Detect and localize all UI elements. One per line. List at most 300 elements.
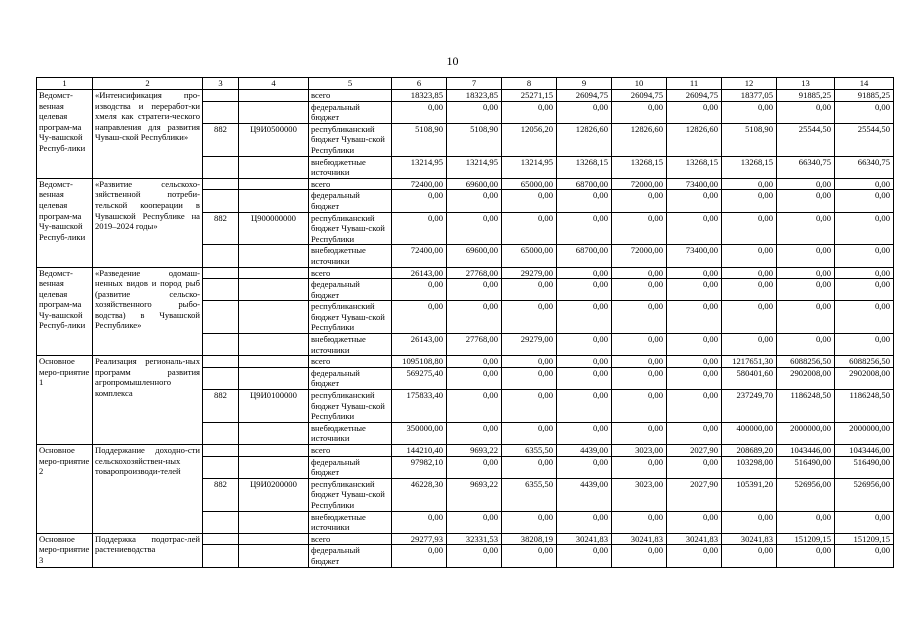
amount-cell: 3023,00 xyxy=(612,478,667,511)
grbs-code-cell xyxy=(203,90,239,102)
amount-cell: 0,00 xyxy=(835,101,894,123)
amount-cell: 0,00 xyxy=(502,456,557,478)
funding-source-cell: федеральный бюджет xyxy=(309,190,392,212)
grbs-code-cell xyxy=(203,456,239,478)
amount-cell: 151209,15 xyxy=(777,533,835,545)
amount-cell: 175833,40 xyxy=(392,390,447,423)
amount-cell: 1186248,50 xyxy=(835,390,894,423)
amount-cell: 0,00 xyxy=(777,301,835,334)
amount-cell: 1043446,00 xyxy=(777,445,835,457)
amount-cell: 0,00 xyxy=(502,545,557,567)
target-code-cell xyxy=(239,156,309,178)
amount-cell: 2902008,00 xyxy=(835,367,894,389)
amount-cell: 0,00 xyxy=(777,178,835,190)
column-number-header: 1 xyxy=(37,78,93,90)
amount-cell: 6355,50 xyxy=(502,478,557,511)
amount-cell: 0,00 xyxy=(667,101,722,123)
grbs-code-cell xyxy=(203,422,239,444)
amount-cell: 0,00 xyxy=(557,456,612,478)
amount-cell: 46228,30 xyxy=(392,478,447,511)
program-name-cell: Реализация региональ-ных программ развития агропромышленного комплекса xyxy=(93,356,203,445)
amount-cell: 30241,83 xyxy=(557,533,612,545)
amount-cell: 0,00 xyxy=(777,334,835,356)
amount-cell: 0,00 xyxy=(667,422,722,444)
amount-cell: 0,00 xyxy=(502,101,557,123)
amount-cell: 12056,20 xyxy=(502,123,557,156)
amount-cell: 0,00 xyxy=(722,267,777,279)
funding-source-cell: всего xyxy=(309,90,392,102)
amount-cell: 18323,85 xyxy=(392,90,447,102)
grbs-code-cell xyxy=(203,156,239,178)
amount-cell: 0,00 xyxy=(557,511,612,533)
amount-cell: 1043446,00 xyxy=(835,445,894,457)
amount-cell: 13268,15 xyxy=(612,156,667,178)
grbs-code-cell: 882 xyxy=(203,478,239,511)
program-type-cell: Ведомст-венная целевая програм-ма Чу-вашской Респуб-лики xyxy=(37,178,93,267)
amount-cell: 0,00 xyxy=(447,190,502,212)
amount-cell: 516490,00 xyxy=(777,456,835,478)
table-row xyxy=(37,267,894,279)
column-number-header: 4 xyxy=(239,78,309,90)
amount-cell: 0,00 xyxy=(667,301,722,334)
target-code-cell xyxy=(239,279,309,301)
amount-cell: 0,00 xyxy=(502,422,557,444)
funding-source-cell: всего xyxy=(309,445,392,457)
amount-cell: 0,00 xyxy=(777,267,835,279)
amount-cell: 0,00 xyxy=(777,212,835,245)
target-code-cell xyxy=(239,190,309,212)
amount-cell: 5108,90 xyxy=(392,123,447,156)
amount-cell: 25271,15 xyxy=(502,90,557,102)
amount-cell: 0,00 xyxy=(835,178,894,190)
funding-source-cell: республиканский бюджет Чуваш-ской Республики xyxy=(309,123,392,156)
column-number-header: 10 xyxy=(612,78,667,90)
amount-cell: 400000,00 xyxy=(722,422,777,444)
table-row xyxy=(37,178,894,190)
amount-cell: 0,00 xyxy=(557,190,612,212)
amount-cell: 0,00 xyxy=(502,301,557,334)
page-number: 10 xyxy=(446,54,459,68)
target-code-cell: Ц900000000 xyxy=(239,212,309,245)
amount-cell: 32331,53 xyxy=(447,533,502,545)
funding-source-cell: республиканский бюджет Чуваш-ской Республики xyxy=(309,478,392,511)
amount-cell: 91885,25 xyxy=(777,90,835,102)
amount-cell: 38208,19 xyxy=(502,533,557,545)
amount-cell: 0,00 xyxy=(447,511,502,533)
amount-cell: 6355,50 xyxy=(502,445,557,457)
funding-source-cell: республиканский бюджет Чуваш-ской Республики xyxy=(309,212,392,245)
amount-cell: 580401,60 xyxy=(722,367,777,389)
amount-cell: 0,00 xyxy=(392,212,447,245)
table-row xyxy=(37,445,894,457)
amount-cell: 73400,00 xyxy=(667,245,722,267)
amount-cell: 18323,85 xyxy=(447,90,502,102)
amount-cell: 0,00 xyxy=(722,178,777,190)
amount-cell: 1217651,30 xyxy=(722,356,777,368)
amount-cell: 27768,00 xyxy=(447,334,502,356)
column-number-header: 5 xyxy=(309,78,392,90)
amount-cell: 30241,83 xyxy=(722,533,777,545)
amount-cell: 0,00 xyxy=(612,212,667,245)
amount-cell: 2000000,00 xyxy=(777,422,835,444)
program-name-cell: Поддержка подотрас-лей растениеводства xyxy=(93,533,203,567)
amount-cell: 0,00 xyxy=(392,301,447,334)
funding-source-cell: всего xyxy=(309,533,392,545)
grbs-code-cell xyxy=(203,545,239,567)
amount-cell: 526956,00 xyxy=(835,478,894,511)
amount-cell: 2902008,00 xyxy=(777,367,835,389)
amount-cell: 91885,25 xyxy=(835,90,894,102)
amount-cell: 6088256,50 xyxy=(777,356,835,368)
amount-cell: 0,00 xyxy=(667,511,722,533)
amount-cell: 72400,00 xyxy=(392,178,447,190)
amount-cell: 66340,75 xyxy=(777,156,835,178)
amount-cell: 0,00 xyxy=(722,279,777,301)
amount-cell: 0,00 xyxy=(392,545,447,567)
amount-cell: 5108,90 xyxy=(447,123,502,156)
column-number-header: 6 xyxy=(392,78,447,90)
amount-cell: 72400,00 xyxy=(392,245,447,267)
grbs-code-cell xyxy=(203,178,239,190)
amount-cell: 13214,95 xyxy=(392,156,447,178)
funding-source-cell: федеральный бюджет xyxy=(309,279,392,301)
amount-cell: 26143,00 xyxy=(392,334,447,356)
funding-source-cell: всего xyxy=(309,356,392,368)
amount-cell: 0,00 xyxy=(722,545,777,567)
amount-cell: 0,00 xyxy=(612,190,667,212)
target-code-cell xyxy=(239,445,309,457)
amount-cell: 68700,00 xyxy=(557,178,612,190)
program-name-cell: «Интенсификация про-изводства и переработ-ки хмеля как стратеги-ческого направления для развития Чуваш-ской Республики» xyxy=(93,90,203,179)
funding-source-cell: внебюджетные источники xyxy=(309,245,392,267)
column-number-header: 2 xyxy=(93,78,203,90)
amount-cell: 0,00 xyxy=(835,545,894,567)
amount-cell: 0,00 xyxy=(667,334,722,356)
target-code-cell xyxy=(239,511,309,533)
funding-source-cell: федеральный бюджет xyxy=(309,456,392,478)
amount-cell: 65000,00 xyxy=(502,245,557,267)
amount-cell: 0,00 xyxy=(722,301,777,334)
grbs-code-cell xyxy=(203,279,239,301)
target-code-cell xyxy=(239,367,309,389)
amount-cell: 2027,90 xyxy=(667,445,722,457)
program-type-cell: Основное меро-приятие 2 xyxy=(37,445,93,534)
amount-cell: 0,00 xyxy=(667,367,722,389)
amount-cell: 0,00 xyxy=(777,279,835,301)
amount-cell: 0,00 xyxy=(667,356,722,368)
amount-cell: 569275,40 xyxy=(392,367,447,389)
amount-cell: 13268,15 xyxy=(722,156,777,178)
program-type-cell: Основное меро-приятие 3 xyxy=(37,533,93,567)
column-number-header: 11 xyxy=(667,78,722,90)
funding-source-cell: внебюджетные источники xyxy=(309,422,392,444)
grbs-code-cell xyxy=(203,511,239,533)
amount-cell: 0,00 xyxy=(835,245,894,267)
amount-cell: 0,00 xyxy=(502,367,557,389)
table-row xyxy=(37,533,894,545)
amount-cell: 0,00 xyxy=(667,456,722,478)
program-name-cell: «Разведение одомаш-ненных видов и пород рыб (развитие сельско-хозяйственного рыбо-водства) в Чувашской Республике» xyxy=(93,267,203,356)
amount-cell: 2000000,00 xyxy=(835,422,894,444)
amount-cell: 208689,20 xyxy=(722,445,777,457)
amount-cell: 0,00 xyxy=(557,422,612,444)
amount-cell: 0,00 xyxy=(667,390,722,423)
amount-cell: 0,00 xyxy=(502,279,557,301)
column-number-header: 7 xyxy=(447,78,502,90)
amount-cell: 0,00 xyxy=(557,356,612,368)
column-number-header: 8 xyxy=(502,78,557,90)
funding-source-cell: всего xyxy=(309,267,392,279)
amount-cell: 65000,00 xyxy=(502,178,557,190)
column-number-header: 3 xyxy=(203,78,239,90)
amount-cell: 0,00 xyxy=(612,511,667,533)
amount-cell: 0,00 xyxy=(502,390,557,423)
amount-cell: 0,00 xyxy=(447,456,502,478)
funding-source-cell: федеральный бюджет xyxy=(309,367,392,389)
grbs-code-cell xyxy=(203,356,239,368)
amount-cell: 0,00 xyxy=(777,511,835,533)
amount-cell: 29277,93 xyxy=(392,533,447,545)
amount-cell: 12826,60 xyxy=(557,123,612,156)
amount-cell: 0,00 xyxy=(557,545,612,567)
budget-table xyxy=(36,77,894,568)
amount-cell: 29279,00 xyxy=(502,334,557,356)
program-type-cell: Ведомст-венная целевая програм-ма Чу-вашской Респуб-лики xyxy=(37,90,93,179)
grbs-code-cell: 882 xyxy=(203,390,239,423)
amount-cell: 103298,00 xyxy=(722,456,777,478)
amount-cell: 13214,95 xyxy=(502,156,557,178)
amount-cell: 25544,50 xyxy=(835,123,894,156)
funding-source-cell: внебюджетные источники xyxy=(309,156,392,178)
amount-cell: 0,00 xyxy=(612,456,667,478)
target-code-cell xyxy=(239,101,309,123)
target-code-cell xyxy=(239,245,309,267)
amount-cell: 0,00 xyxy=(777,190,835,212)
table-body xyxy=(37,78,894,568)
amount-cell: 0,00 xyxy=(557,367,612,389)
amount-cell: 0,00 xyxy=(835,301,894,334)
grbs-code-cell xyxy=(203,190,239,212)
amount-cell: 0,00 xyxy=(447,301,502,334)
column-number-header: 13 xyxy=(777,78,835,90)
target-code-cell xyxy=(239,334,309,356)
amount-cell: 0,00 xyxy=(777,545,835,567)
amount-cell: 26094,75 xyxy=(667,90,722,102)
target-code-cell xyxy=(239,545,309,567)
amount-cell: 0,00 xyxy=(447,356,502,368)
amount-cell: 0,00 xyxy=(557,267,612,279)
amount-cell: 350000,00 xyxy=(392,422,447,444)
amount-cell: 3023,00 xyxy=(612,445,667,457)
amount-cell: 6088256,50 xyxy=(835,356,894,368)
amount-cell: 0,00 xyxy=(667,212,722,245)
column-number-header: 12 xyxy=(722,78,777,90)
amount-cell: 5108,90 xyxy=(722,123,777,156)
amount-cell: 0,00 xyxy=(835,511,894,533)
amount-cell: 72000,00 xyxy=(612,178,667,190)
amount-cell: 0,00 xyxy=(612,356,667,368)
amount-cell: 0,00 xyxy=(447,390,502,423)
grbs-code-cell xyxy=(203,267,239,279)
amount-cell: 0,00 xyxy=(667,545,722,567)
target-code-cell: Ц9И0500000 xyxy=(239,123,309,156)
amount-cell: 0,00 xyxy=(722,212,777,245)
amount-cell: 0,00 xyxy=(722,334,777,356)
target-code-cell xyxy=(239,90,309,102)
amount-cell: 12826,60 xyxy=(612,123,667,156)
program-type-cell: Основное меро-приятие 1 xyxy=(37,356,93,445)
amount-cell: 0,00 xyxy=(667,190,722,212)
amount-cell: 0,00 xyxy=(667,267,722,279)
funding-source-cell: всего xyxy=(309,178,392,190)
target-code-cell xyxy=(239,456,309,478)
amount-cell: 0,00 xyxy=(835,212,894,245)
amount-cell: 69600,00 xyxy=(447,245,502,267)
amount-cell: 72000,00 xyxy=(612,245,667,267)
funding-source-cell: внебюджетные источники xyxy=(309,334,392,356)
amount-cell: 0,00 xyxy=(612,422,667,444)
amount-cell: 144210,40 xyxy=(392,445,447,457)
amount-cell: 0,00 xyxy=(502,356,557,368)
amount-cell: 9693,22 xyxy=(447,445,502,457)
target-code-cell xyxy=(239,533,309,545)
funding-source-cell: федеральный бюджет xyxy=(309,101,392,123)
grbs-code-cell: 882 xyxy=(203,212,239,245)
funding-source-cell: внебюджетные источники xyxy=(309,511,392,533)
amount-cell: 4439,00 xyxy=(557,478,612,511)
table-row xyxy=(37,356,894,368)
amount-cell: 13214,95 xyxy=(447,156,502,178)
amount-cell: 105391,20 xyxy=(722,478,777,511)
amount-cell: 0,00 xyxy=(835,267,894,279)
amount-cell: 0,00 xyxy=(557,279,612,301)
amount-cell: 237249,70 xyxy=(722,390,777,423)
amount-cell: 151209,15 xyxy=(835,533,894,545)
amount-cell: 73400,00 xyxy=(667,178,722,190)
amount-cell: 0,00 xyxy=(447,279,502,301)
grbs-code-cell xyxy=(203,334,239,356)
amount-cell: 2027,90 xyxy=(667,478,722,511)
amount-cell: 97982,10 xyxy=(392,456,447,478)
amount-cell: 0,00 xyxy=(722,190,777,212)
amount-cell: 0,00 xyxy=(557,301,612,334)
amount-cell: 0,00 xyxy=(447,367,502,389)
column-number-header: 9 xyxy=(557,78,612,90)
amount-cell: 30241,83 xyxy=(667,533,722,545)
amount-cell: 26143,00 xyxy=(392,267,447,279)
amount-cell: 0,00 xyxy=(447,545,502,567)
amount-cell: 0,00 xyxy=(392,190,447,212)
amount-cell: 0,00 xyxy=(392,279,447,301)
amount-cell: 26094,75 xyxy=(612,90,667,102)
amount-cell: 68700,00 xyxy=(557,245,612,267)
grbs-code-cell xyxy=(203,367,239,389)
funding-source-cell: федеральный бюджет xyxy=(309,545,392,567)
amount-cell: 9693,22 xyxy=(447,478,502,511)
amount-cell: 0,00 xyxy=(612,279,667,301)
target-code-cell xyxy=(239,301,309,334)
target-code-cell xyxy=(239,356,309,368)
amount-cell: 13268,15 xyxy=(667,156,722,178)
program-type-cell: Ведомст-венная целевая програм-ма Чу-вашской Респуб-лики xyxy=(37,267,93,356)
amount-cell: 0,00 xyxy=(392,101,447,123)
amount-cell: 0,00 xyxy=(667,279,722,301)
funding-source-cell: республиканский бюджет Чуваш-ской Республики xyxy=(309,390,392,423)
amount-cell: 69600,00 xyxy=(447,178,502,190)
target-code-cell: Ц9И0100000 xyxy=(239,390,309,423)
grbs-code-cell xyxy=(203,533,239,545)
amount-cell: 4439,00 xyxy=(557,445,612,457)
grbs-code-cell xyxy=(203,301,239,334)
grbs-code-cell xyxy=(203,245,239,267)
amount-cell: 66340,75 xyxy=(835,156,894,178)
grbs-code-cell xyxy=(203,101,239,123)
amount-cell: 526956,00 xyxy=(777,478,835,511)
amount-cell: 0,00 xyxy=(392,511,447,533)
amount-cell: 26094,75 xyxy=(557,90,612,102)
amount-cell: 1186248,50 xyxy=(777,390,835,423)
amount-cell: 18377,05 xyxy=(722,90,777,102)
amount-cell: 0,00 xyxy=(557,101,612,123)
program-name-cell: «Развитие сельскохо-зяйственной потреби-тельской кооперации в Чувашской Республике на 2019–2024 годы» xyxy=(93,178,203,267)
amount-cell: 0,00 xyxy=(447,422,502,444)
amount-cell: 0,00 xyxy=(612,334,667,356)
amount-cell: 0,00 xyxy=(502,511,557,533)
grbs-code-cell xyxy=(203,445,239,457)
amount-cell: 0,00 xyxy=(777,101,835,123)
amount-cell: 0,00 xyxy=(612,301,667,334)
amount-cell: 27768,00 xyxy=(447,267,502,279)
column-number-header: 14 xyxy=(835,78,894,90)
target-code-cell xyxy=(239,267,309,279)
amount-cell: 0,00 xyxy=(557,334,612,356)
amount-cell: 0,00 xyxy=(447,212,502,245)
amount-cell: 30241,83 xyxy=(612,533,667,545)
grbs-code-cell: 882 xyxy=(203,123,239,156)
amount-cell: 0,00 xyxy=(835,334,894,356)
amount-cell: 29279,00 xyxy=(502,267,557,279)
amount-cell: 13268,15 xyxy=(557,156,612,178)
column-number-row xyxy=(37,78,894,90)
amount-cell: 0,00 xyxy=(835,279,894,301)
amount-cell: 0,00 xyxy=(722,511,777,533)
amount-cell: 12826,60 xyxy=(667,123,722,156)
amount-cell: 0,00 xyxy=(557,390,612,423)
amount-cell: 0,00 xyxy=(502,212,557,245)
target-code-cell: Ц9И0200000 xyxy=(239,478,309,511)
amount-cell: 0,00 xyxy=(722,245,777,267)
amount-cell: 0,00 xyxy=(722,101,777,123)
amount-cell: 0,00 xyxy=(612,545,667,567)
amount-cell: 0,00 xyxy=(835,190,894,212)
table-row xyxy=(37,90,894,102)
amount-cell: 0,00 xyxy=(612,390,667,423)
amount-cell: 0,00 xyxy=(612,367,667,389)
amount-cell: 0,00 xyxy=(612,267,667,279)
program-name-cell: Поддержание доходно-сти сельскохозяйствен-ных товаропроизводи-телей xyxy=(93,445,203,534)
amount-cell: 1095108,80 xyxy=(392,356,447,368)
target-code-cell xyxy=(239,178,309,190)
amount-cell: 25544,50 xyxy=(777,123,835,156)
amount-cell: 516490,00 xyxy=(835,456,894,478)
amount-cell: 0,00 xyxy=(502,190,557,212)
funding-source-cell: республиканский бюджет Чуваш-ской Республики xyxy=(309,301,392,334)
amount-cell: 0,00 xyxy=(447,101,502,123)
amount-cell: 0,00 xyxy=(557,212,612,245)
amount-cell: 0,00 xyxy=(777,245,835,267)
target-code-cell xyxy=(239,422,309,444)
amount-cell: 0,00 xyxy=(612,101,667,123)
